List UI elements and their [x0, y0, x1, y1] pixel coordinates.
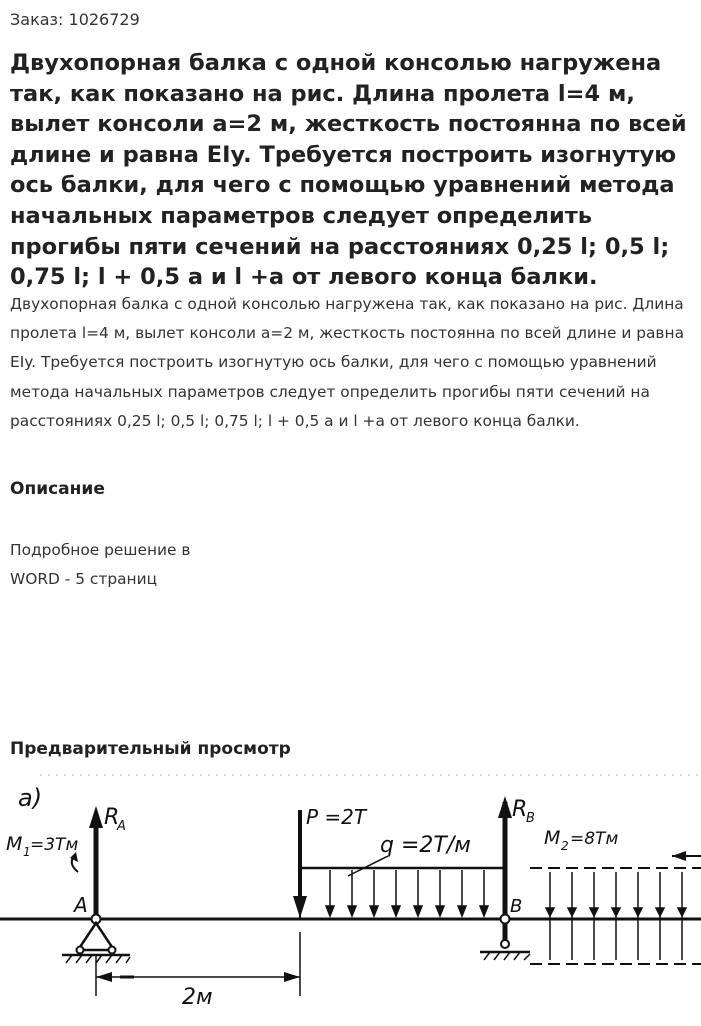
- figure-label-a: а): [18, 784, 43, 812]
- label-ra-sub: A: [117, 819, 126, 834]
- label-a-support: A: [74, 893, 88, 917]
- label-dimension: 2м: [182, 985, 213, 1010]
- description-heading: Описание: [10, 479, 105, 499]
- label-m1-sub: 1: [23, 845, 31, 859]
- description-line-1: Подробное решение в: [10, 541, 191, 559]
- description-line-2: WORD - 5 страниц: [10, 570, 158, 588]
- label-b-support: B: [510, 896, 523, 917]
- label-m1-value: =3Tм: [30, 835, 79, 855]
- label-ra: R: [104, 805, 120, 830]
- preview-heading: Предварительный просмотр: [10, 739, 291, 759]
- label-m2: M: [544, 827, 561, 849]
- label-m2-sub: 2: [561, 839, 569, 853]
- label-rb: R: [512, 797, 528, 822]
- task-title: Двухопорная балка с одной консолью нагружена так, как показано на рис. Длина пролета l=4 м, вылет консоли a=2 м, жесткость постоянна по всей длине и равна EIy. Требуется построить изогнутую ось балки, для чего с помощью уравнений метода начальных параметров следует определить прогибы пяти сечений на расстояниях 0,25 l; 0,5 l; 0,75 l; l + 0,5 a и l +a от левого конца балки.: [10, 50, 687, 291]
- label-p: P =2T: [306, 805, 367, 829]
- label-m2-value: =8Tм: [570, 829, 619, 849]
- label-q: q =2Т/м: [380, 833, 471, 858]
- order-number: Заказ: 1026729: [10, 10, 140, 29]
- label-m1: M: [6, 833, 23, 855]
- label-rb-sub: B: [526, 811, 535, 826]
- preview-image: [0, 772, 701, 1026]
- task-description: Двухопорная балка с одной консолью нагружена так, как показано на рис. Длина пролета l=4 м, вылет консоли a=2 м, жесткость постоянна по всей длине и равна EIy. Требуется построить изогнутую ось балки, для чего с помощью уравнений метода начальных параметров следует определить прогибы пяти сечений на расстояниях 0,25 l; 0,5 l; 0,75 l; l + 0,5 a и l +a от левого конца балки.: [10, 295, 684, 430]
- beam-diagram: [0, 772, 701, 1026]
